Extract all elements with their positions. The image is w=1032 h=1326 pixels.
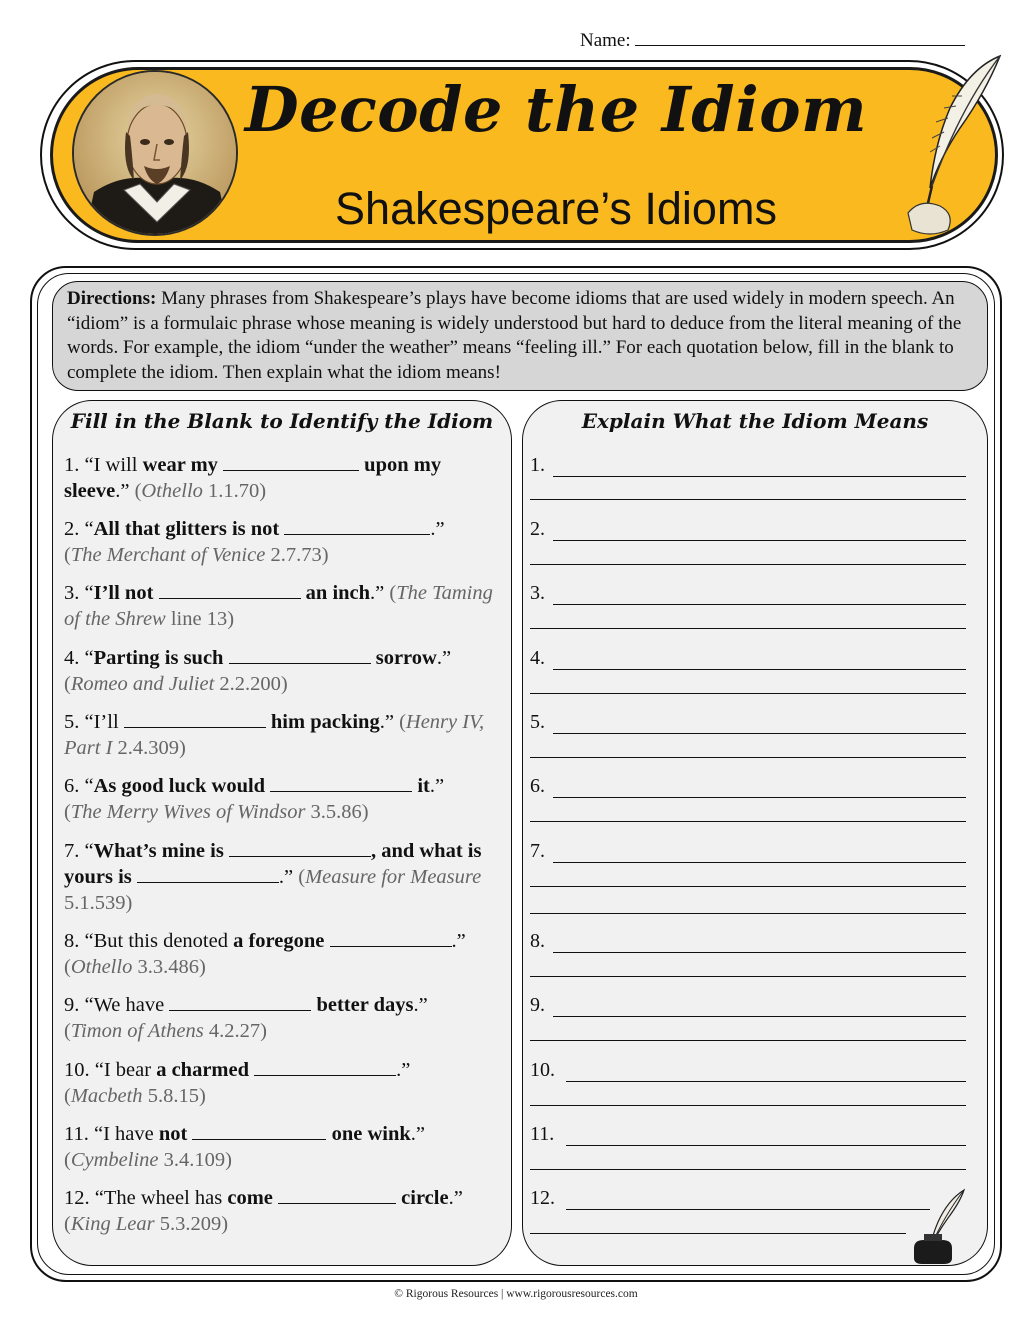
- answer-line[interactable]: [566, 1145, 966, 1146]
- answer-line[interactable]: [530, 693, 966, 694]
- answer-line[interactable]: [530, 564, 966, 565]
- answer-blank[interactable]: [124, 710, 266, 728]
- answer-blank[interactable]: [229, 646, 371, 664]
- answer-line[interactable]: [553, 952, 966, 953]
- answer-1: 1.: [530, 454, 966, 500]
- answer-blank[interactable]: [330, 929, 452, 947]
- quill-icon: [900, 48, 1010, 248]
- answer-line[interactable]: [530, 886, 966, 887]
- quote-item-6: 6. “As good luck would it.” (The Merry Wives of Windsor 3.5.86): [64, 775, 445, 823]
- quote-item-12: 12. “The wheel has come circle.” (King Lear 5.3.209): [64, 1187, 463, 1235]
- answer-8: 8.: [530, 930, 966, 977]
- answer-10: 10.: [530, 1059, 966, 1106]
- answer-line[interactable]: [530, 1040, 966, 1041]
- name-field[interactable]: [635, 30, 965, 46]
- shakespeare-portrait: [72, 70, 238, 236]
- quote-item-7: 7. “What’s mine is , and what is yours is .” (Measure for Measure 5.1.539): [64, 840, 482, 914]
- explain-heading: Explain What the Idiom Means: [581, 409, 929, 433]
- answer-2: 2.: [530, 518, 966, 565]
- quote-item-8: 8. “But this denoted a foregone .” (Othello 3.3.486): [64, 930, 466, 978]
- answer-line[interactable]: [530, 821, 966, 822]
- answer-6: 6.: [530, 775, 966, 822]
- answer-line[interactable]: [530, 913, 966, 914]
- answer-blank[interactable]: [192, 1122, 326, 1140]
- quote-item-2: 2. “All that glitters is not .” (The Merchant of Venice 2.7.73): [64, 518, 445, 566]
- answer-line[interactable]: [553, 540, 966, 541]
- answer-line[interactable]: [530, 976, 966, 977]
- answer-line[interactable]: [553, 669, 966, 670]
- answer-line[interactable]: [553, 797, 966, 798]
- page-subtitle: Shakespeare’s Idioms: [335, 183, 777, 234]
- answer-line[interactable]: [530, 757, 966, 758]
- answer-blank[interactable]: [223, 453, 359, 471]
- quote-item-4: 4. “Parting is such sorrow.” (Romeo and Juliet 2.2.200): [64, 647, 452, 695]
- quote-item-10: 10. “I bear a charmed .” (Macbeth 5.8.15): [64, 1059, 411, 1107]
- footer-credit: © Rigorous Resources | www.rigorousresources.com: [394, 1288, 638, 1300]
- answer-line[interactable]: [553, 1016, 966, 1017]
- answer-blank[interactable]: [284, 517, 430, 535]
- answer-12: 12.: [530, 1187, 930, 1234]
- answer-7: 7.: [530, 840, 966, 914]
- quote-item-3: 3. “I’ll not an inch.” (The Taming of the Shrew line 13): [64, 582, 493, 630]
- answer-blank[interactable]: [159, 581, 301, 599]
- answer-blank[interactable]: [229, 839, 371, 857]
- answer-line[interactable]: [566, 1209, 930, 1210]
- answer-line[interactable]: [530, 628, 966, 629]
- page-title: Decode the Idiom: [244, 73, 868, 146]
- answer-line[interactable]: [566, 1081, 966, 1082]
- inkwell-quill-icon: [908, 1186, 968, 1266]
- answer-blank[interactable]: [254, 1058, 396, 1076]
- answer-blank[interactable]: [169, 993, 311, 1011]
- answer-line[interactable]: [553, 862, 966, 863]
- answer-line[interactable]: [553, 733, 966, 734]
- answer-line[interactable]: [553, 476, 966, 477]
- answer-line[interactable]: [530, 1169, 966, 1170]
- answer-11: 11.: [530, 1123, 966, 1170]
- quote-item-1: 1. “I will wear my upon my sleeve.” (Othello 1.1.70): [64, 454, 442, 502]
- quote-item-9: 9. “We have better days.” (Timon of Athens 4.2.27): [64, 994, 428, 1042]
- name-label: Name:: [580, 30, 631, 51]
- directions-box: [52, 281, 988, 391]
- answer-line[interactable]: [530, 1105, 966, 1106]
- quote-item-5: 5. “I’ll him packing.” (Henry IV, Part I 2.4.309): [64, 711, 485, 759]
- answer-5: 5.: [530, 711, 966, 758]
- answer-blank[interactable]: [137, 865, 279, 883]
- answer-4: 4.: [530, 647, 966, 694]
- answer-3: 3.: [530, 582, 966, 629]
- answer-blank[interactable]: [278, 1186, 396, 1204]
- answer-line[interactable]: [553, 604, 966, 605]
- answer-blank[interactable]: [270, 774, 412, 792]
- fill-in-heading: Fill in the Blank to Identify the Idiom: [70, 409, 494, 433]
- quote-item-11: 11. “I have not one wink.” (Cymbeline 3.4.109): [64, 1123, 426, 1171]
- answer-9: 9.: [530, 994, 966, 1041]
- answer-line[interactable]: [530, 499, 966, 500]
- directions-text: Many phrases from Shakespeare’s plays have become idioms that are used widely in modern speech. An “idiom” is a formulaic phrase whose meaning is widely understood but hard to deduce from the literal meaning of the words. For example, the idiom “under the weather” means “feeling ill.” For each quotation below, fill in the blank to complete the idiom. Then explain what the idiom means!: [67, 288, 962, 383]
- answer-line[interactable]: [530, 1233, 906, 1234]
- directions-label: Directions:: [67, 288, 157, 309]
